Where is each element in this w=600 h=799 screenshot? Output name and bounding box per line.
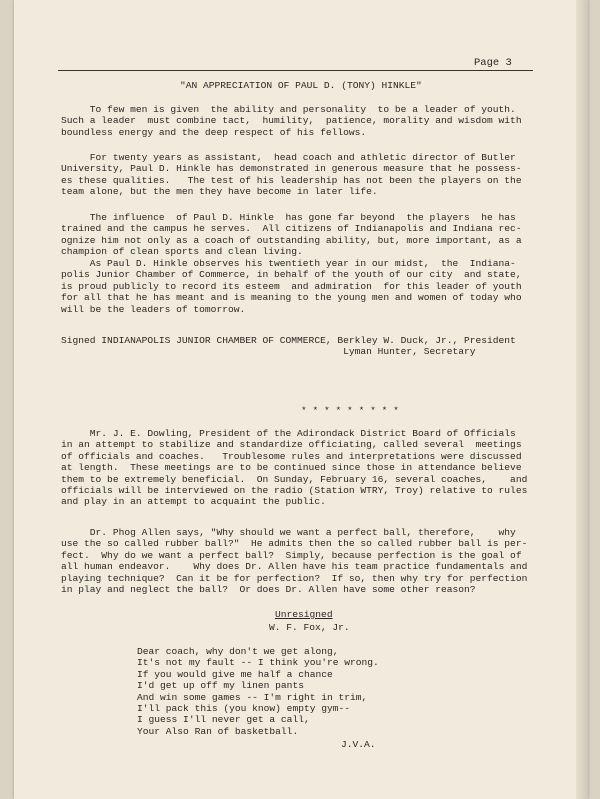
page-edge [576,0,588,799]
phog-allen-paragraph: Dr. Phog Allen says, "Why should we want a perfect ball, therefore, why use the so called rubber ball?" He admits then the so called rubber ball is per- fect. Why do we want a perfect ball? Simply, because perfection is the goal of all human endeavor. Why does Dr. Allen have his team practice fundamentals and playing technique? Can it be for perfection? If so, then why try for perfection in play and neglect the ball? Or does Dr. Allen have some other reason? [61,527,528,596]
dowling-paragraph: Mr. J. E. Dowling, President of the Adirondack District Board of Officials in an attempt to stabilize and standardize officiating, called several meetings of officials and coaches. Troublesome rules and interpretations were discussed at length. These meetings are to be continued since those in attendance believe them to be extremely beneficial. On Sunday, February 16, several coaches, and officials will be interviewed on the radio (Station WTRY, Troy) relative to rules and play in an attempt to acquaint the public. [61,428,528,508]
page-number: Page 3 [474,57,512,69]
article-paragraph-1: To few men is given the ability and personality to be a leader of youth. Such a leader must combine tact, humility, patience, morality and wisdom with boundless energy and the deep respect of his fellows. [61,104,522,138]
poem-author: W. F. Fox, Jr. [269,622,350,633]
article-signature: Signed INDIANAPOLIS JUNIOR CHAMBER OF COMMERCE, Berkley W. Duck, Jr., President Lyman Hunter, Secretary [61,335,516,358]
document-page [14,0,588,799]
poem-body: Dear coach, why don't we get along, It's not my fault -- I think you're wrong. If you would give me half a chance I'd get up off my linen pants And win some games -- I'm right in trim, I'll pack this (you know) empty gym-- I guess I'll never get a call, Your Also Ran of basketball. [137,646,379,737]
article-title: "AN APPRECIATION OF PAUL D. (TONY) HINKLE" [180,80,422,91]
poem-initials: J.V.A. [341,739,376,750]
article-paragraph-2: For twenty years as assistant, head coach and athletic director of Butler University, Paul D. Hinkle has demonstrated in generous measure that he possess- es these qualities. The test of his leadership has not been the players on the team alone, but the men they have become in later life. [61,152,522,198]
separator-stars: * * * * * * * * * [301,405,399,416]
article-paragraph-3: The influence of Paul D. Hinkle has gone far beyond the players he has trained and the campus he serves. All citizens of Indianapolis and Indiana rec- ognize him not only as a coach of outstanding ability, but, more important, as a champion of clean sports and clean living. [61,212,522,258]
header-rule [58,70,533,71]
poem-title: Unresigned [275,609,333,620]
article-paragraph-4: As Paul D. Hinkle observes his twentieth year in our midst, the Indiana- polis Junior Chamber of Commerce, in behalf of the youth of our city and state, is proud publicly to record its esteem and admiration for this leader of youth for all that he has meant and is meaning to the young men and women of today who will be the leaders of tomorrow. [61,258,522,315]
